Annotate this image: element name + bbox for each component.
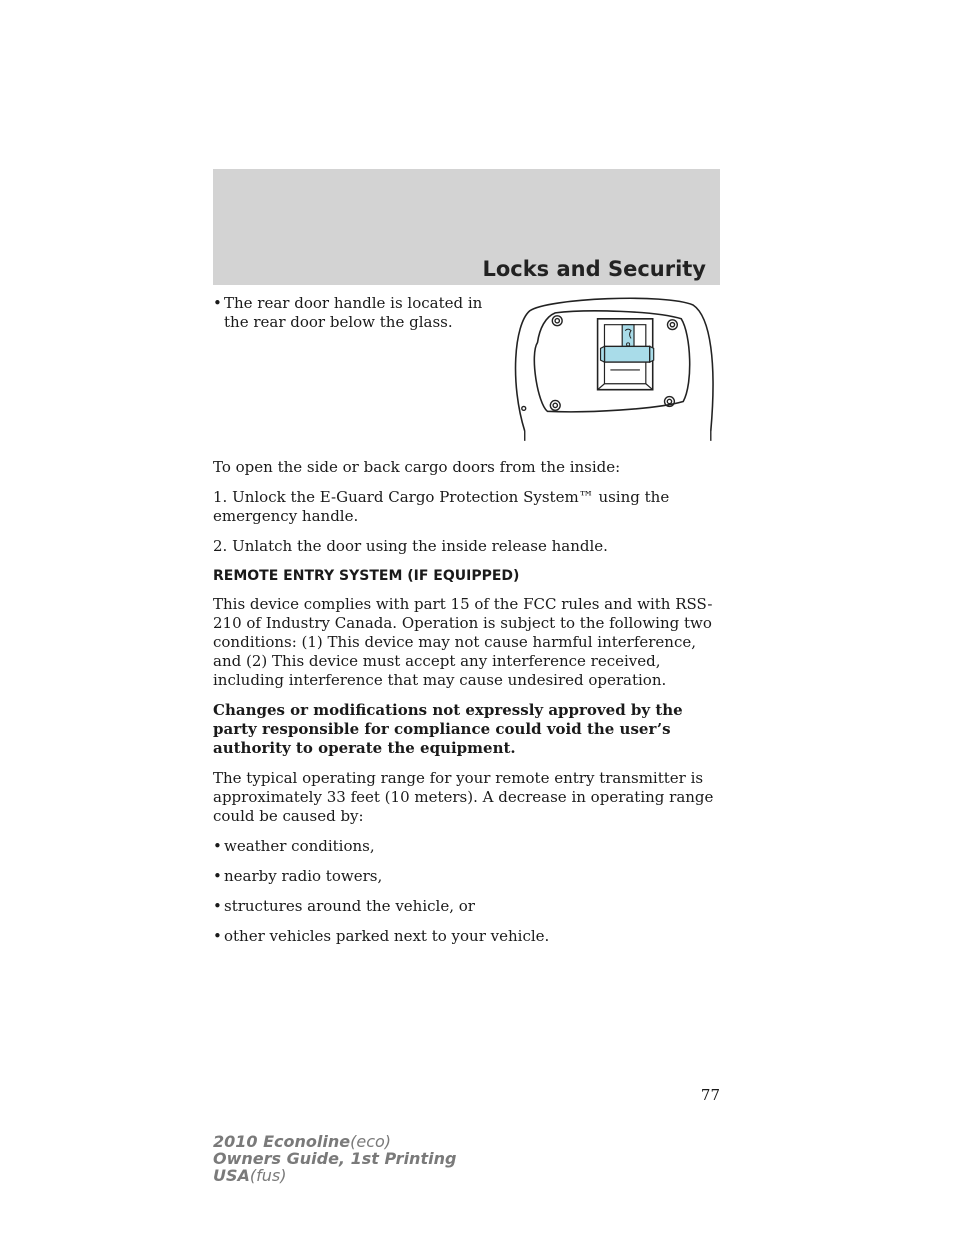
page-number: 77 [700,1086,720,1104]
list-item-text: weather conditions, [224,837,375,855]
range-paragraph: The typical operating range for your remote entry transmitter is approximately 33 feet (10 meters). A decrease in operating range could be caused by: [213,769,714,825]
section-header-band [213,169,720,285]
rear-door-handle-illustration [508,294,720,442]
bullet-dot: • [213,294,222,312]
footer-line-2 [213,1150,456,1167]
footer-line-3 [213,1167,456,1184]
intro-bullet [213,294,508,446]
footer-printing: Owners Guide, 1st Printing [213,1149,457,1168]
bullet-dot: • [213,927,222,945]
warning-paragraph: Changes or modifications not expressly approved by the party responsible for compliance could void the user’s authority to operate the equipment. [213,701,683,757]
page-content [213,294,720,957]
bullet-dot: • [213,897,222,915]
list-item [213,867,720,886]
list-item [213,897,720,916]
step-2-paragraph: 2. Unlatch the door using the inside release handle. [213,537,608,555]
list-item-text: structures around the vehicle, or [224,897,475,915]
footer-model-code: (eco) [350,1132,392,1151]
remote-entry-heading: REMOTE ENTRY SYSTEM (IF EQUIPPED) [213,568,520,584]
footer-line-1 [213,1133,456,1150]
open-doors-paragraph: To open the side or back cargo doors from the inside: [213,458,621,476]
footer [213,1133,456,1184]
range-causes-list [213,837,720,946]
footer-market-code: (fus) [249,1166,287,1185]
list-item-text: other vehicles parked next to your vehicle. [224,927,550,945]
list-item [213,837,720,856]
footer-model: 2010 Econoline [213,1132,351,1151]
step-1-paragraph: 1. Unlock the E-Guard Cargo Protection System™ using the emergency handle. [213,488,670,525]
list-item [213,927,720,946]
intro-row [213,294,720,446]
list-item-text: nearby radio towers, [224,867,383,885]
section-title: Locks and Security [482,257,706,281]
bullet-dot: • [213,867,222,885]
intro-bullet-text: The rear door handle is located in the rear door below the glass. [224,294,483,331]
bullet-dot: • [213,837,222,855]
footer-market: USA [213,1166,250,1185]
fcc-paragraph: This device complies with part 15 of the FCC rules and with RSS-210 of Industry Canada. Operation is subject to the following two conditions: (1) This device may not cause harmful interference, and (2) This device must accept any interference received, including interference that may cause undesired operation. [213,595,713,689]
